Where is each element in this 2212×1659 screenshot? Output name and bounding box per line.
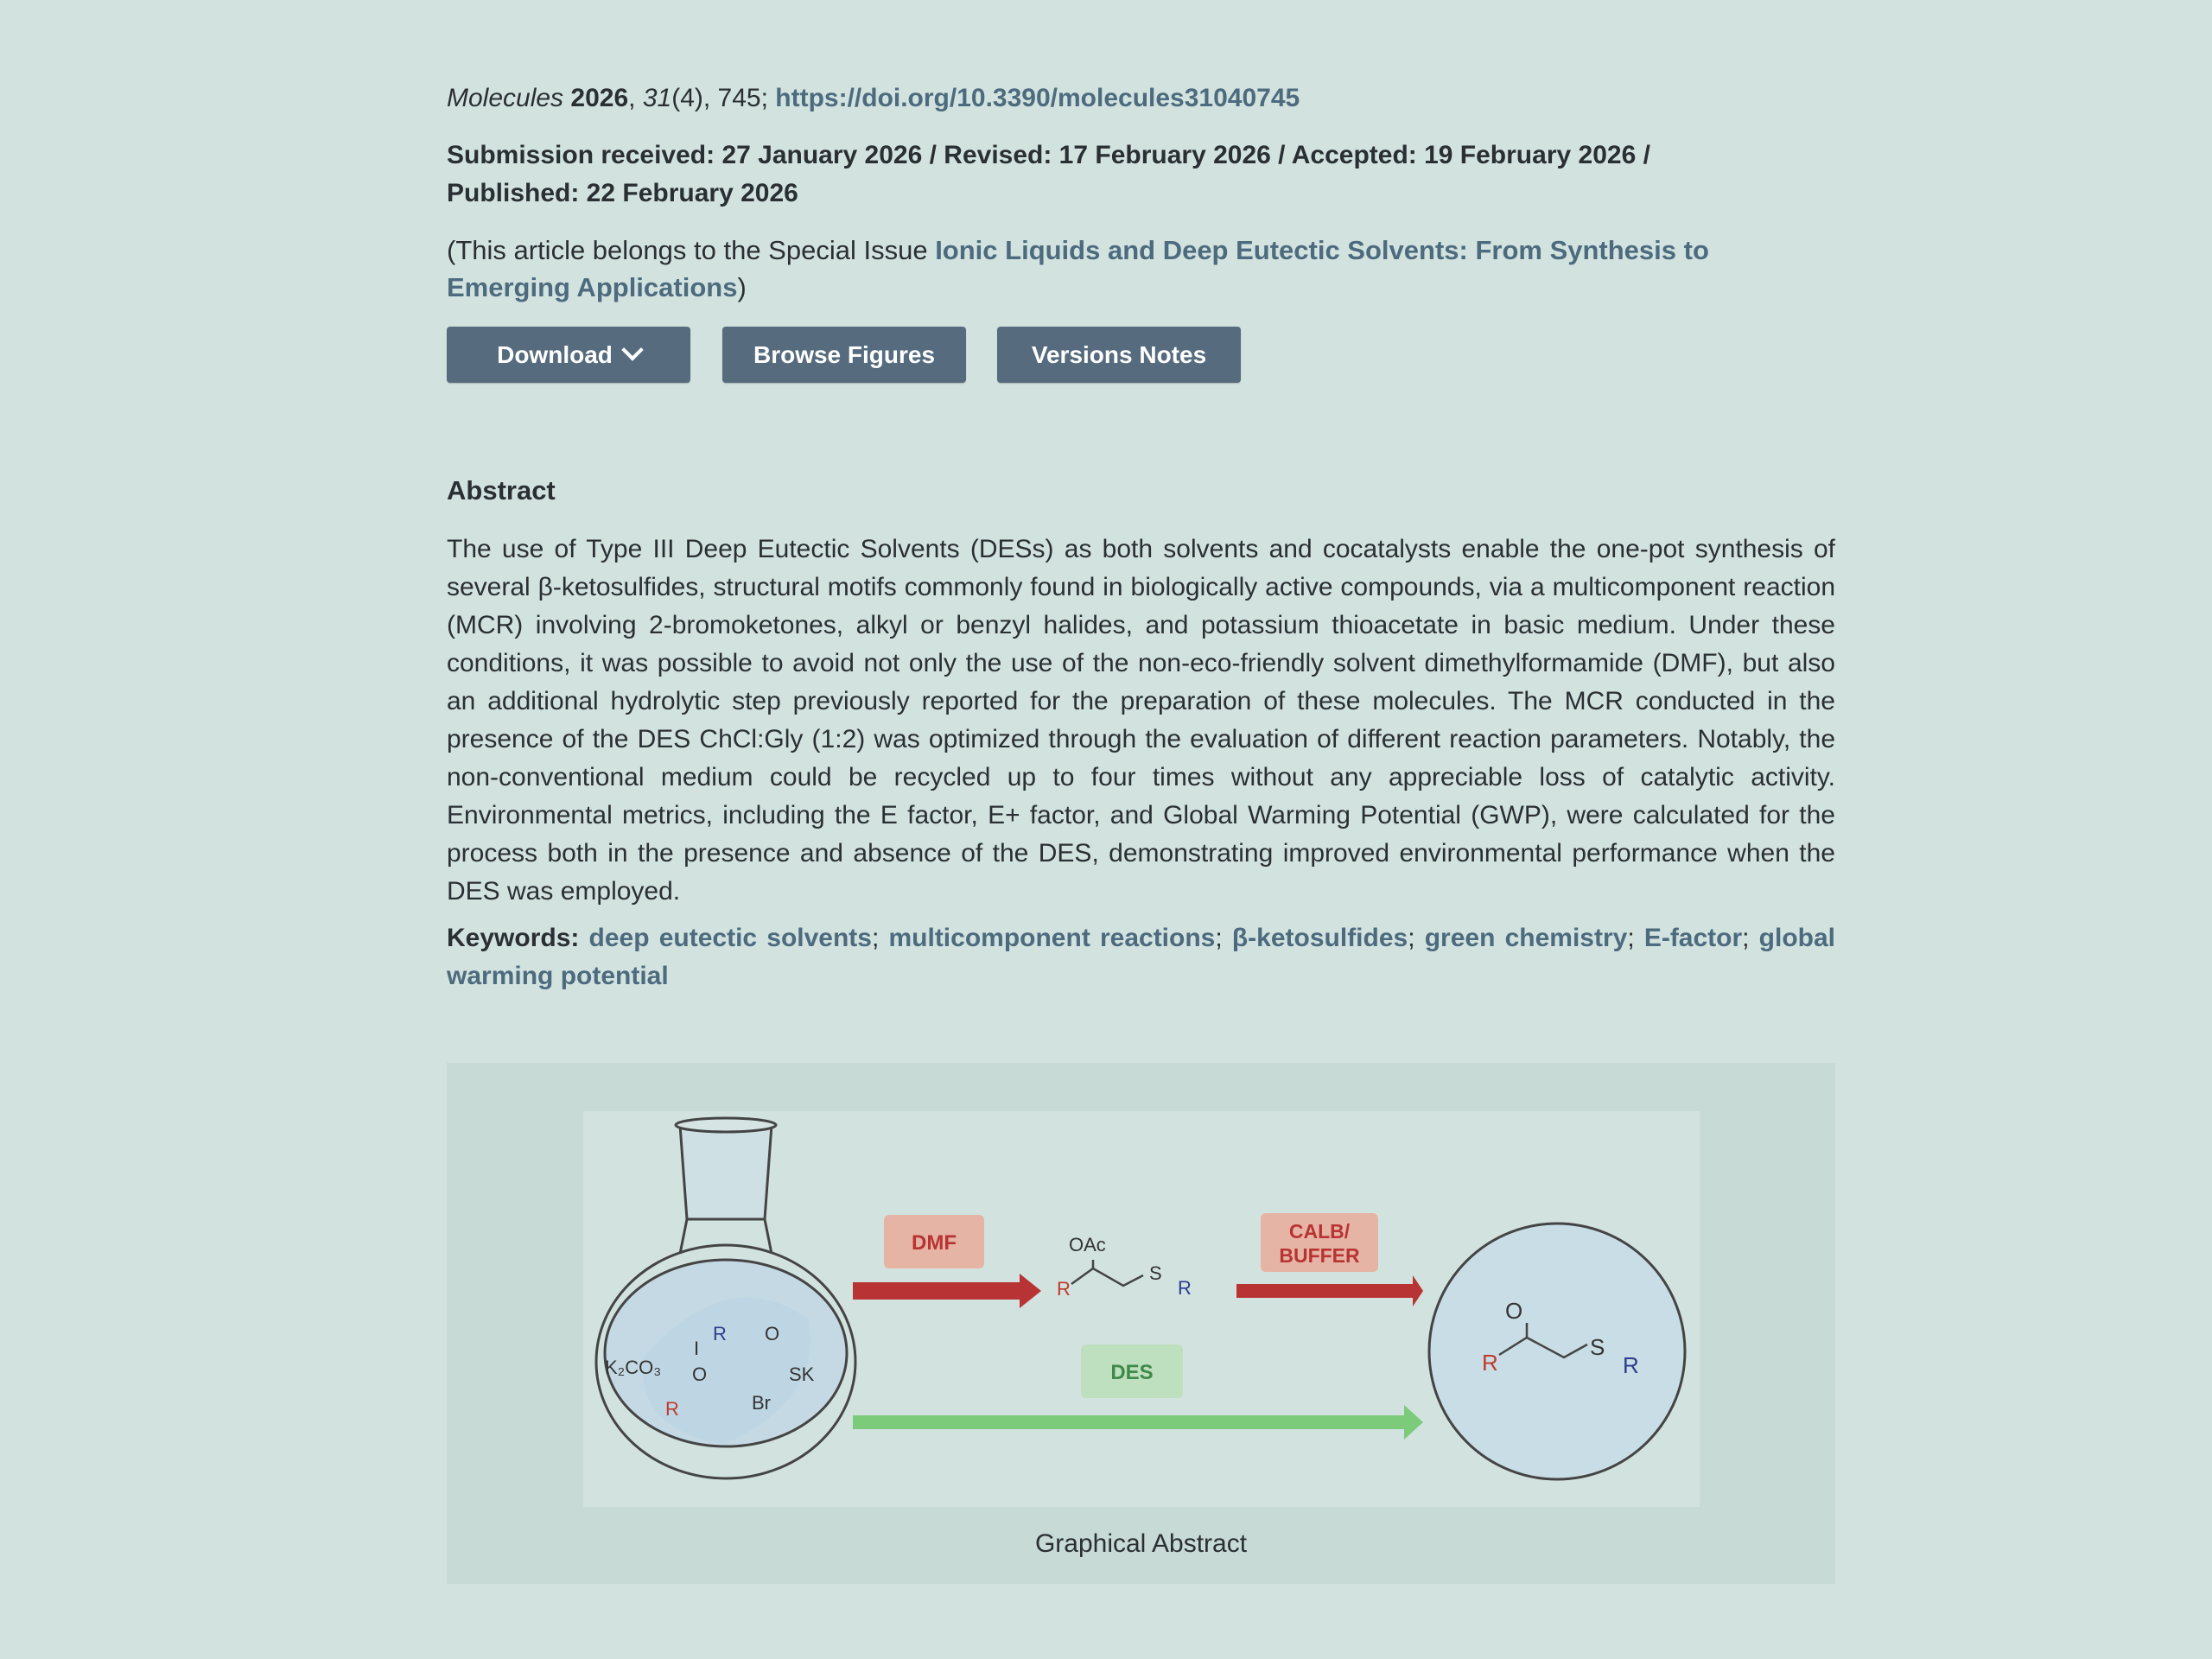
keywords-label: Keywords: [447, 924, 580, 952]
keyword-link[interactable]: global warming potential [447, 924, 1836, 990]
keyword-link[interactable]: β-ketosulfides [1231, 924, 1408, 952]
br-label: Br [752, 1392, 771, 1414]
keywords-section: Keywords: deep eutectic solvents; multicomponent reactions; β-ketosulfides; green chemistry; E-factor; global warming potential [447, 924, 1836, 990]
citation-line: Molecules 2026, 31(4), 745; https://doi.org/10.3390/molecules31040745 [447, 84, 1300, 112]
special-issue-suffix: ) [737, 272, 747, 302]
chevron-down-icon [621, 339, 643, 360]
r1-label-product: R [1623, 1352, 1639, 1378]
dates-line-1: Submission received: 27 January 2026 / Revised: 17 February 2026 / Accepted: 19 February 2026 / [447, 141, 1650, 169]
keyword-link[interactable]: E-factor [1643, 924, 1743, 952]
dmf-arrow [853, 1274, 1041, 1308]
iodide-label: I [694, 1338, 700, 1359]
r-label-flask: R [665, 1398, 679, 1420]
oac-label: OAc [1069, 1234, 1106, 1255]
keyword-link[interactable]: green chemistry [1424, 924, 1628, 952]
versions-notes-button[interactable] [997, 327, 1241, 383]
product-o-label: O [1505, 1298, 1523, 1324]
download-button[interactable] [447, 327, 690, 383]
download-label: Download [497, 340, 613, 368]
r1-label-intermediate: R [1178, 1277, 1192, 1299]
s-label-intermediate: S [1149, 1262, 1162, 1284]
round-bottom-flask-icon [596, 1118, 855, 1478]
carbonyl-o-label: O [765, 1323, 780, 1344]
dmf-label: DMF [912, 1231, 957, 1255]
calb-label-1: CALB/ [1288, 1220, 1351, 1243]
doi-link[interactable]: https://doi.org/10.3390/molecules31040745 [775, 84, 1300, 112]
des-arrow [853, 1405, 1423, 1440]
calb-label-2: BUFFER [1279, 1244, 1360, 1267]
dates-line-2: Published: 22 February 2026 [447, 179, 798, 207]
versions-notes-label: Versions Notes [1031, 340, 1207, 368]
citation-volume: 31 [642, 84, 672, 112]
r-label-product: R [1482, 1350, 1498, 1376]
graphical-abstract-image[interactable] [583, 1111, 1700, 1507]
r1-label-flask: R [713, 1323, 727, 1344]
browse-figures-button[interactable] [722, 327, 966, 383]
k2co3-label: K₂CO₃ [605, 1357, 662, 1378]
citation-issue-pages: (4), 745; [671, 84, 776, 112]
sk-label: SK [789, 1363, 815, 1385]
abstract-heading: Abstract [447, 475, 556, 505]
r-label-intermediate: R [1057, 1278, 1071, 1300]
keyword-link[interactable]: multicomponent reactions [888, 924, 1216, 952]
keyword-link[interactable]: deep eutectic solvents [588, 924, 872, 952]
carbonyl-o-label: O [692, 1363, 708, 1385]
des-label: DES [1110, 1361, 1154, 1384]
reaction-scheme [583, 1111, 1700, 1507]
abstract-text: The use of Type III Deep Eutectic Solvents (DESs) as both solvents and cocatalysts enable the one-pot synthesis of several β-ketosulfides, structural motifs commonly found in biologically active compounds, via a multicomponent reaction (MCR) involving 2-bromoketones, alkyl or benzyl halides, and potassium thioacetate in basic medium. Under these conditions, it was possible to avoid not only the use of the non-eco-friendly solvent dimethylformamide (DMF), but also an additional hydrolytic step previously reported for the preparation of these molecules. The MCR conducted in the presence of the DES ChCl:Gly (1:2) was optimized through the evaluation of different reaction parameters. Notably, the non-conventional medium could be recycled up to four times without any appreciable loss of catalytic activity. Environmental metrics, including the E factor, E+ factor, and Global Warming Potential (GWP), were calculated for the process both in the presence and absence of the DES, demonstrating improved environmental performance when the DES was employed. [447, 535, 1835, 906]
citation-year: 2026 [570, 84, 629, 112]
special-issue-prefix: (This article belongs to the Special Issue [447, 235, 936, 265]
graphical-abstract-figure [447, 1063, 1835, 1584]
publication-dates [447, 137, 1743, 213]
special-issue-note [447, 232, 1743, 306]
s-label-product: S [1590, 1334, 1605, 1360]
calb-arrow [1236, 1275, 1423, 1306]
special-issue-link[interactable]: Ionic Liquids and Deep Eutectic Solvents: From Synthesis to Emerging Applications [447, 235, 1709, 302]
journal-name: Molecules [447, 84, 564, 112]
product-circle [1429, 1224, 1685, 1479]
browse-figures-label: Browse Figures [753, 340, 936, 368]
figure-caption: Graphical Abstract [1034, 1529, 1248, 1558]
